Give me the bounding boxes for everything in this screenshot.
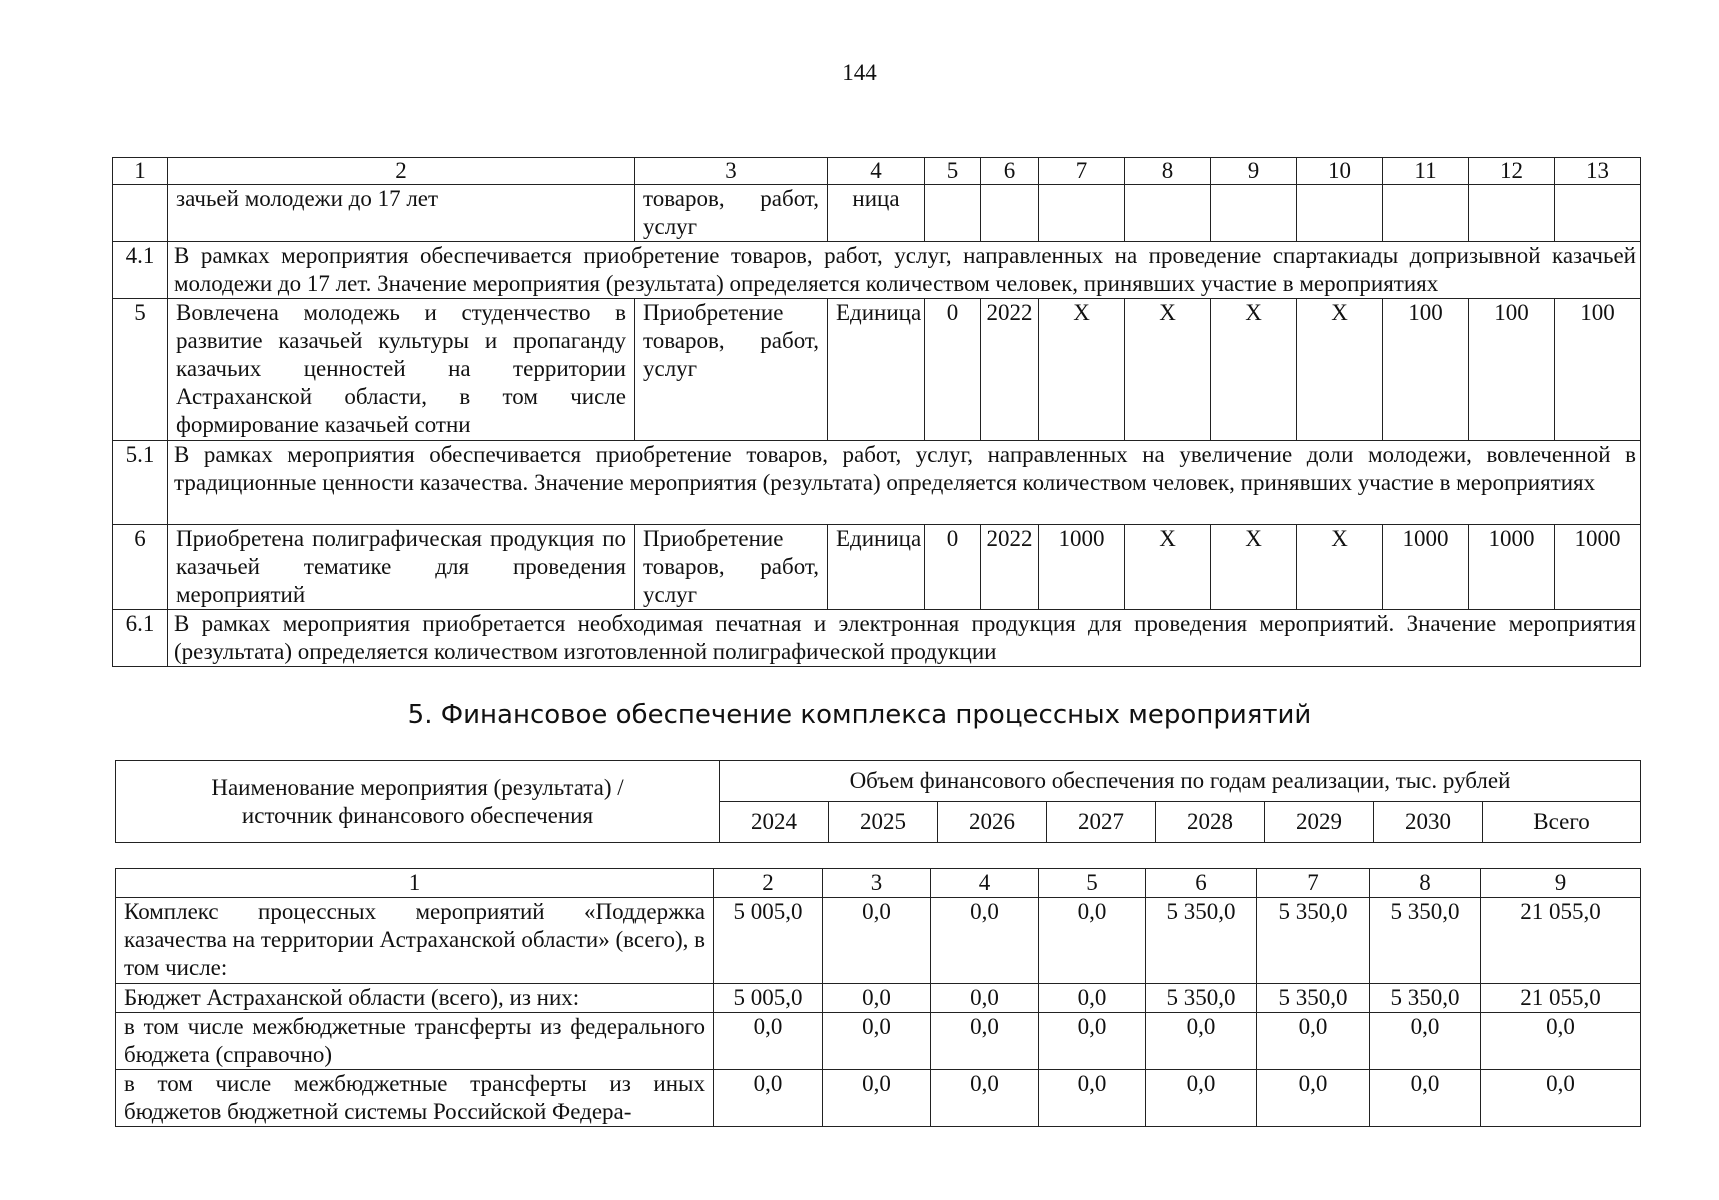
finance-total: 21 055,0 [1481,898,1641,984]
unit: Единица [828,299,925,441]
result-name: Приобретена полиграфическая продукция по казачьей тематике для проведения мероприятий [168,525,635,610]
col-header-6: 6 [981,158,1039,185]
year-header: 2028 [1156,802,1265,843]
value-col-10: X [1297,299,1383,441]
col-header-9: 9 [1481,869,1641,898]
finance-row-label: Бюджет Астраханской области (всего), из них: [116,984,714,1013]
result-row-5 [113,299,1641,441]
col-header-8: 8 [1370,869,1481,898]
finance-value: 0,0 [1039,898,1146,984]
name-header-line2: источник финансового обеспечения [241,802,594,828]
row-number: 6.1 [113,610,168,667]
empty-cell [1211,185,1297,242]
finance-value: 0,0 [1146,1070,1257,1127]
col-header-3: 3 [635,158,828,185]
value-col-9: X [1211,525,1297,610]
finance-value: 5 350,0 [1146,984,1257,1013]
continued-row [113,185,1641,242]
year-header: 2029 [1265,802,1374,843]
finance-value: 0,0 [931,1070,1039,1127]
empty-cell [1039,185,1125,242]
row-number: 4.1 [113,242,168,299]
value-col-12: 100 [1469,299,1555,441]
result-name: Вовлечена молодежь и студенчество в развитие казачьей культуры и пропаганду казачьих ценностей на территории Астраханской области, в том числе формирование казачьей сотни [168,299,635,441]
finance-value: 0,0 [931,1013,1039,1070]
finance-value: 0,0 [931,984,1039,1013]
col-header-11: 11 [1383,158,1469,185]
finance-value: 5 005,0 [714,984,823,1013]
finance-header-table [115,760,1641,843]
unit: ница [828,185,925,242]
value-col-7: X [1039,299,1125,441]
row-number: 5.1 [113,441,168,525]
finance-value: 0,0 [1146,1013,1257,1070]
base-value: 0 [925,299,981,441]
finance-value: 0,0 [714,1070,823,1127]
col-header-2: 2 [168,158,635,185]
finance-value: 0,0 [1370,1013,1481,1070]
value-col-11: 100 [1383,299,1469,441]
year-header: 2027 [1047,802,1156,843]
empty-cell [1297,185,1383,242]
col-header-3: 3 [823,869,931,898]
col-header-1: 1 [113,158,168,185]
value-col-13: 1000 [1555,525,1641,610]
finance-value: 0,0 [931,898,1039,984]
page-number: 144 [842,60,877,85]
column-number-row [116,869,1641,898]
note-row-5-1 [113,441,1641,525]
col-header-2: 2 [714,869,823,898]
finance-row-label: в том числе межбюджетные трансферты из иных бюджетов бюджетной системы Российской Федера- [116,1070,714,1127]
col-header-5: 5 [1039,869,1146,898]
result-row-6 [113,525,1641,610]
result-type: Приобретение товаров, работ, услуг [635,299,828,441]
finance-row [116,898,1641,984]
finance-value: 0,0 [823,984,931,1013]
finance-value: 0,0 [823,1013,931,1070]
value-col-10: X [1297,525,1383,610]
empty-cell [981,185,1039,242]
empty-cell [925,185,981,242]
row-number: 6 [113,525,168,610]
finance-value: 0,0 [1039,984,1146,1013]
finance-total: 0,0 [1481,1070,1641,1127]
finance-value: 5 005,0 [714,898,823,984]
finance-row [116,1013,1641,1070]
finance-value: 0,0 [1257,1070,1370,1127]
finance-value: 0,0 [823,1070,931,1127]
finance-value: 0,0 [1257,1013,1370,1070]
finance-row-label: в том числе межбюджетные трансферты из федерального бюджета (справочно) [116,1013,714,1070]
value-col-7: 1000 [1039,525,1125,610]
section-title: 5. Финансовое обеспечение комплекса процессных мероприятий [407,700,1312,730]
result-type: Приобретение товаров, работ, услуг [635,525,828,610]
empty-cell [1555,185,1641,242]
finance-value: 0,0 [1039,1013,1146,1070]
col-header-4: 4 [828,158,925,185]
finance-total: 21 055,0 [1481,984,1641,1013]
finance-total: 0,0 [1481,1013,1641,1070]
year-header: 2024 [720,802,829,843]
note-text: В рамках мероприятия обеспечивается приобретение товаров, работ, услуг, направленных на проведение спартакиады допризывной казачьей молодежи до 17 лет. Значение мероприятия (результата) определяется количеством человек, принявших участие в мероприятиях [168,242,1641,299]
col-header-9: 9 [1211,158,1297,185]
finance-table [115,868,1641,1127]
finance-row-label: Комплекс процессных мероприятий «Поддержка казачества на территории Астраханской области» (всего), в том числе: [116,898,714,984]
finance-value: 5 350,0 [1257,898,1370,984]
col-header-7: 7 [1257,869,1370,898]
value-col-12: 1000 [1469,525,1555,610]
value-col-8: X [1125,525,1211,610]
finance-value: 0,0 [1370,1070,1481,1127]
name-header-line1: Наименование мероприятия (результата) / [211,774,624,800]
finance-value: 0,0 [823,898,931,984]
col-header-4: 4 [931,869,1039,898]
col-header-8: 8 [1125,158,1211,185]
finance-value: 5 350,0 [1257,984,1370,1013]
finance-value: 5 350,0 [1370,984,1481,1013]
name-header [116,761,720,843]
col-header-1: 1 [116,869,714,898]
finance-row [116,984,1641,1013]
year-header: 2025 [829,802,938,843]
year-header: 2030 [1374,802,1483,843]
value-col-13: 100 [1555,299,1641,441]
unit: Единица [828,525,925,610]
col-header-12: 12 [1469,158,1555,185]
value-col-8: X [1125,299,1211,441]
finance-value: 0,0 [714,1013,823,1070]
col-header-6: 6 [1146,869,1257,898]
note-text: В рамках мероприятия обеспечивается приобретение товаров, работ, услуг, направленных на увеличение доли молодежи, вовлеченной в традиционные ценности казачества. Значение мероприятия (результата) определяется количеством человек, принявших участие в мероприятиях [168,441,1641,525]
result-type: товаров, работ, услуг [635,185,828,242]
empty-cell [1469,185,1555,242]
base-year: 2022 [981,525,1039,610]
finance-row [116,1070,1641,1127]
note-text: В рамках мероприятия приобретается необходимая печатная и электронная продукция для проведения мероприятий. Значение мероприятия (результата) определяется количеством изготовленной полиграфической продукции [168,610,1641,667]
empty-cell [1383,185,1469,242]
empty-cell [1125,185,1211,242]
row-number: 5 [113,299,168,441]
finance-value: 5 350,0 [1146,898,1257,984]
col-header-13: 13 [1555,158,1641,185]
col-header-7: 7 [1039,158,1125,185]
finance-value: 0,0 [1039,1070,1146,1127]
total-header: Всего [1483,802,1641,843]
indicators-table [112,157,1641,667]
column-number-row [113,158,1641,185]
result-name: зачьей молодежи до 17 лет [168,185,635,242]
volume-header: Объем финансового обеспечения по годам реализации, тыс. рублей [720,761,1641,802]
base-value: 0 [925,525,981,610]
year-header: 2026 [938,802,1047,843]
row-number [113,185,168,242]
note-row-6-1 [113,610,1641,667]
col-header-5: 5 [925,158,981,185]
note-row-4-1 [113,242,1641,299]
value-col-11: 1000 [1383,525,1469,610]
col-header-10: 10 [1297,158,1383,185]
finance-value: 5 350,0 [1370,898,1481,984]
value-col-9: X [1211,299,1297,441]
base-year: 2022 [981,299,1039,441]
